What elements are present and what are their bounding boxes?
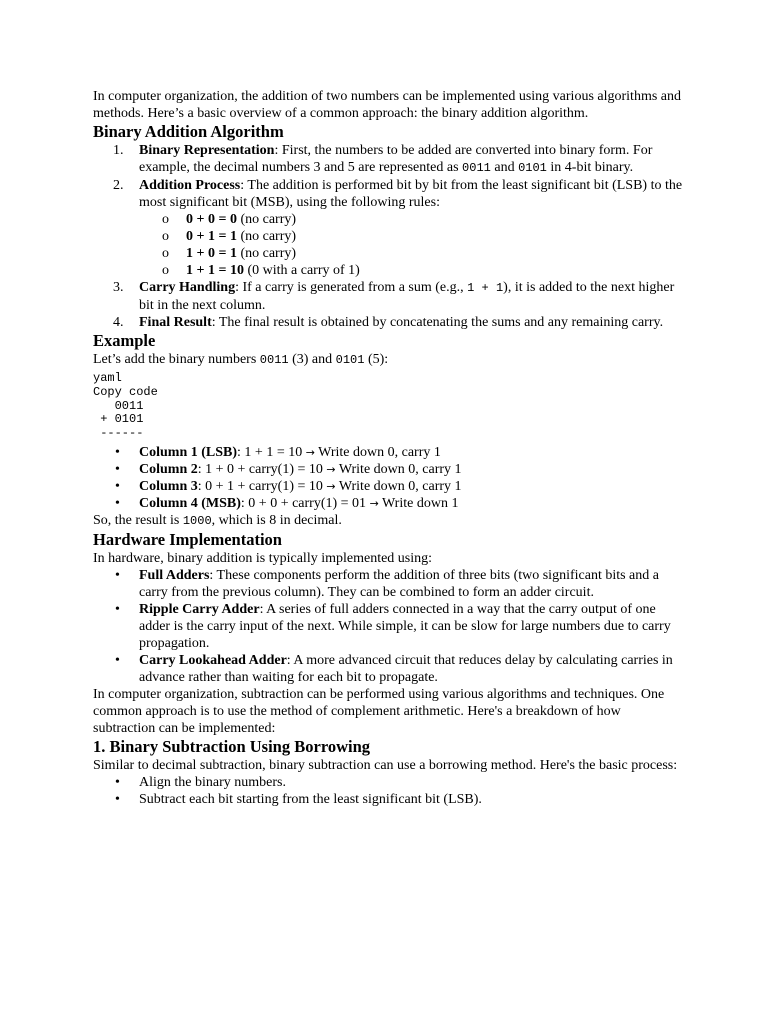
column-item — [93, 461, 683, 478]
inline-code: 0101 — [335, 353, 365, 367]
hardware-title: Ripple Carry Adder — [139, 601, 260, 617]
column-item — [93, 495, 683, 512]
borrowing-item — [93, 791, 683, 808]
text: Let’s add the binary numbers — [93, 352, 260, 367]
rule-item — [93, 228, 683, 245]
rules-list — [93, 211, 683, 279]
list-number: 2. — [113, 178, 124, 193]
bullet: • — [115, 495, 120, 511]
column-item — [93, 478, 683, 495]
list-number: 3. — [113, 280, 124, 295]
bullet: • — [115, 774, 120, 790]
step-text: : If a carry is generated from a sum (e.g., — [235, 280, 468, 295]
column-item — [93, 444, 683, 461]
step-title: Binary Representation — [139, 143, 275, 158]
bullet: • — [115, 791, 120, 807]
step-text: and — [490, 160, 519, 175]
rule-expression: 0 + 1 = 1 — [186, 229, 237, 244]
addition-steps-list — [93, 142, 683, 331]
rule-expression: 1 + 0 = 1 — [186, 246, 237, 261]
hardware-item — [93, 567, 683, 601]
bullet: • — [115, 601, 120, 617]
column-label: Column 1 (LSB) — [139, 444, 238, 460]
step-text: : The addition is performed bit by bit from the least significant bit (LSB) to the most significant bit (MSB), using the following rules: — [139, 178, 683, 210]
text: (3) and — [288, 352, 336, 367]
step-title: Addition Process — [139, 178, 241, 193]
column-label: Column 3 — [139, 478, 198, 494]
result-paragraph — [93, 512, 683, 530]
hardware-item — [93, 601, 683, 652]
hardware-title: Full Adders — [139, 567, 210, 583]
step-text: in 4-bit binary. — [546, 160, 634, 175]
column-result: Write down 0, carry 1 — [335, 478, 462, 494]
column-expression: : 1 + 1 = 10 — [237, 444, 306, 460]
example-intro — [93, 351, 683, 369]
rule-item — [93, 211, 683, 228]
inline-code: 1000 — [182, 513, 212, 528]
bullet: • — [115, 461, 120, 477]
list-item-step-3 — [93, 279, 683, 314]
list-number: 4. — [113, 315, 124, 330]
list-item-step-1 — [93, 142, 683, 177]
bullet: • — [115, 478, 120, 494]
right-arrow-icon: → — [369, 496, 379, 510]
bullet: • — [115, 652, 120, 668]
rule-item — [93, 245, 683, 262]
bullet: • — [115, 444, 120, 460]
rule-item — [93, 262, 683, 279]
column-expression: : 0 + 1 + carry(1) = 10 — [197, 478, 327, 494]
borrowing-intro: Similar to decimal subtraction, binary subtraction can use a borrowing method. Here's the basic process: — [93, 757, 678, 773]
list-item-step-2 — [93, 177, 683, 279]
right-arrow-icon: → — [326, 479, 336, 493]
heading-borrowing: 1. Binary Subtraction Using Borrowing — [93, 736, 371, 756]
inline-code: 1 + 1 — [467, 281, 504, 295]
borrowing-list — [93, 774, 683, 808]
inline-code: 0011 — [462, 161, 491, 175]
sub-bullet: o — [162, 212, 169, 227]
hardware-intro: In hardware, binary addition is typically implemented using: — [93, 550, 433, 566]
column-expression: : 0 + 0 + carry(1) = 01 — [240, 495, 370, 511]
sub-bullet: o — [162, 263, 169, 278]
rule-note: (no carry) — [236, 229, 297, 244]
text: So, the result is — [93, 512, 183, 528]
rule-note: (no carry) — [236, 246, 297, 261]
step-title: Carry Handling — [139, 280, 236, 295]
sub-bullet: o — [162, 229, 169, 244]
right-arrow-icon: → — [305, 445, 315, 459]
column-label: Column 4 (MSB) — [139, 495, 241, 511]
borrowing-text: Subtract each bit starting from the least significant bit (LSB). — [139, 791, 482, 807]
step-text: : The final result is obtained by concatenating the sums and any remaining carry. — [211, 315, 664, 330]
borrowing-item — [93, 774, 683, 791]
subtraction-intro: In computer organization, subtraction can be performed using various algorithms and techniques. One common approach is to use the method of complement arithmetic. Here's a breakdown of how subtraction can be implemented: — [93, 686, 665, 736]
bullet: • — [115, 567, 120, 583]
step-title: Final Result — [139, 315, 212, 330]
column-result: Write down 1 — [378, 495, 459, 511]
rule-note: (0 with a carry of 1) — [243, 263, 360, 278]
list-number: 1. — [113, 143, 124, 158]
rule-expression: 0 + 0 = 0 — [186, 212, 237, 227]
sub-bullet: o — [162, 246, 169, 261]
heading-binary-addition: Binary Addition Algorithm — [93, 122, 284, 141]
hardware-item — [93, 652, 683, 686]
rule-expression: 1 + 1 = 10 — [186, 263, 244, 278]
column-result: Write down 0, carry 1 — [314, 444, 441, 460]
column-label: Column 2 — [139, 461, 198, 477]
step-text: ), it is added to the next higher bit in the next column. — [139, 280, 675, 313]
text: (5): — [364, 352, 389, 367]
heading-example: Example — [93, 331, 156, 350]
code-block: yaml Copy code 0011 + 0101 ------ — [93, 371, 158, 441]
columns-list — [93, 444, 683, 512]
heading-hardware: Hardware Implementation — [93, 529, 282, 549]
rule-note: (no carry) — [236, 212, 297, 227]
hardware-list — [93, 567, 683, 686]
hardware-title: Carry Lookahead Adder — [139, 652, 287, 668]
text: , which is 8 in decimal. — [211, 512, 342, 528]
column-expression: : 1 + 0 + carry(1) = 10 — [197, 461, 327, 477]
borrowing-text: Align the binary numbers. — [139, 774, 286, 790]
step-text: : First, the numbers to be added are converted into binary form. For example, the decimal numbers 3 and 5 are represented as — [139, 143, 653, 175]
inline-code: 0101 — [518, 161, 547, 175]
right-arrow-icon: → — [326, 462, 336, 476]
intro-paragraph: In computer organization, the addition of two numbers can be implemented using various algorithms and methods. Here’s a basic overview of a common approach: the binary addition algorithm. — [93, 89, 681, 121]
column-result: Write down 0, carry 1 — [335, 461, 462, 477]
document-content — [93, 88, 683, 808]
list-item-step-4 — [93, 314, 683, 331]
hardware-text: : A series of full adders connected in a way that the carry output of one adder is the carry input of the next. While simple, it can be slow for large numbers due to carry propagation. — [139, 601, 671, 651]
inline-code: 0011 — [259, 353, 289, 367]
hardware-text: : A more advanced circuit that reduces delay by calculating carries in advance rather than waiting for each bit to propagate. — [139, 652, 673, 685]
hardware-text: : These components perform the addition of three bits (two significant bits and a carry from the previous column). They can be combined to form an adder circuit. — [139, 567, 659, 600]
